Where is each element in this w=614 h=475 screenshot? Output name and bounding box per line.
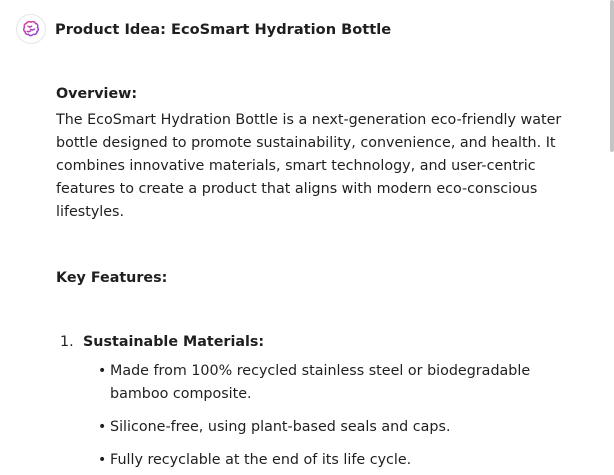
feature-bullet-list <box>83 360 576 472</box>
feature-number: 1. <box>60 334 74 350</box>
bullet-text: Fully recyclable at the end of its life cycle. <box>110 452 412 468</box>
brain-logo-icon[interactable] <box>16 14 46 44</box>
features-ordered-list <box>56 332 576 472</box>
feature-item <box>56 332 576 472</box>
bullet-text: Silicone-free, using plant-based seals and caps. <box>110 419 451 435</box>
overview-heading: Overview: <box>56 86 138 102</box>
bullet-item <box>83 449 550 472</box>
feature-label: Sustainable Materials: <box>83 334 265 350</box>
doc-header <box>16 13 391 45</box>
key-features-heading: Key Features: <box>56 270 168 286</box>
page-title: Product Idea: EcoSmart Hydration Bottle <box>55 20 392 38</box>
bullet-text: Made from 100% recycled stainless steel or biodegradable bamboo composite. <box>110 363 531 402</box>
bullet-dot: • <box>98 452 107 468</box>
brain-logo-glyph <box>22 20 40 38</box>
bullet-item <box>83 416 550 439</box>
bullet-dot: • <box>98 363 107 379</box>
doc-body <box>56 84 576 475</box>
bullet-item <box>83 360 550 406</box>
vertical-scrollbar[interactable] <box>610 0 614 152</box>
bullet-dot: • <box>98 419 107 435</box>
overview-paragraph: The EcoSmart Hydration Bottle is a next-generation eco-friendly water bottle designed to promote sustainability, convenience, and health. It combines innovative materials, smart technology, and user-centric features to create a product that aligns with modern eco-conscious lifestyles. <box>56 112 562 220</box>
